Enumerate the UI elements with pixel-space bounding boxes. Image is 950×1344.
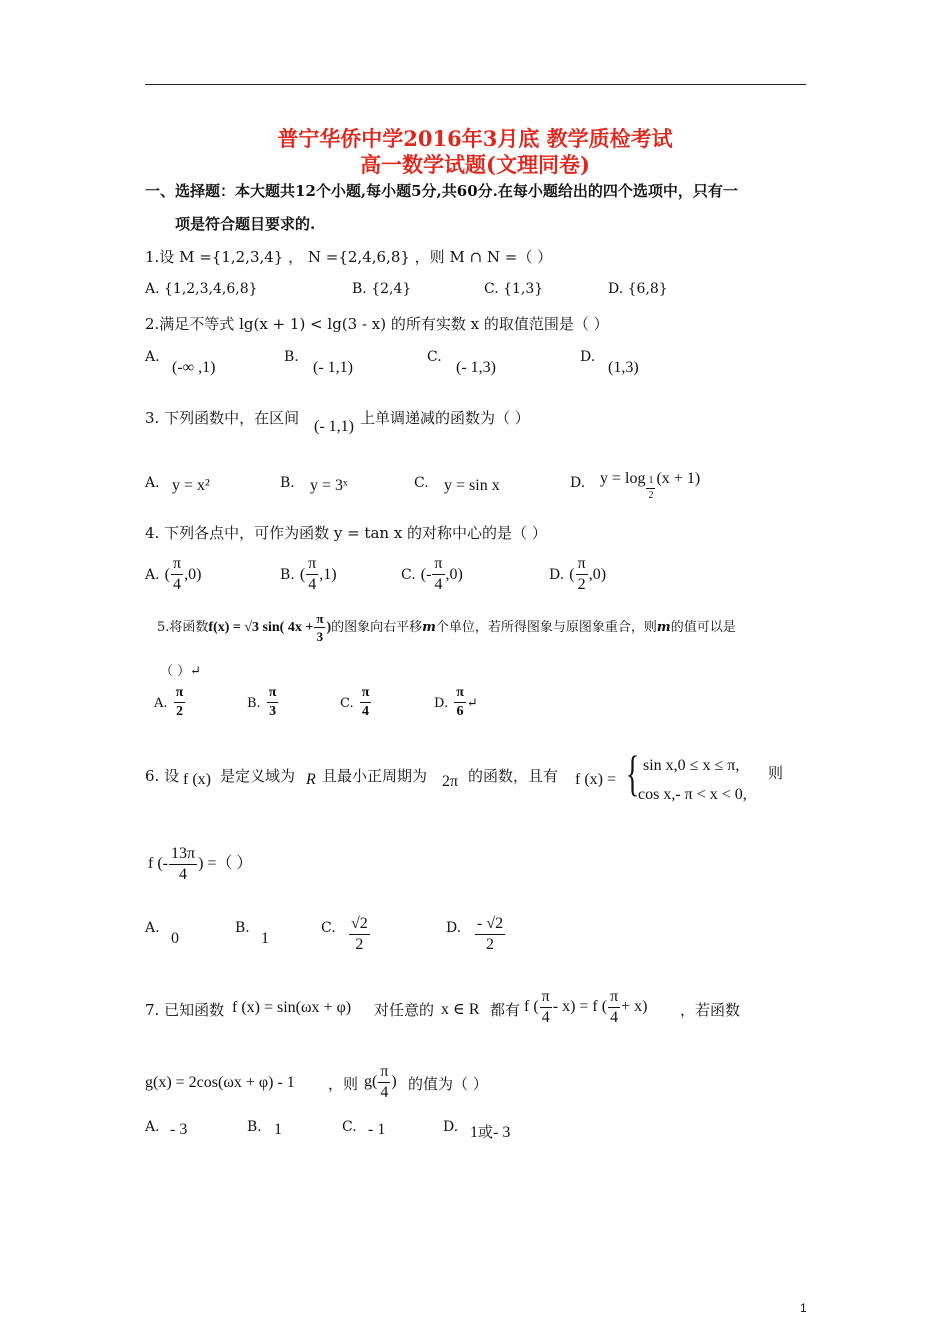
q2-value-a: (-∞ ,1) [172,359,216,376]
q4-stem: 4. 下列各点中，可作为函数 y = tan x 的对称中心的是（ ） [145,524,547,542]
q6-den-d: 2 [486,936,495,953]
section-heading-line1: 一、选择题：本大题共12个小题,每小题5分,共60分.在每小题给出的四个选项中，只有一 [145,182,738,200]
q7-stem-f: 的值为（ ） [408,1075,488,1093]
q5-formula-b: ) [326,620,332,635]
q5-frac-b [267,686,279,719]
q6-case1: sin x,0 ≤ x ≤ π, [643,757,740,774]
q5-option-b [247,686,279,719]
q3-label-c: C. [414,475,429,491]
q4-suffix-a: ,0) [184,566,202,583]
q7-eq-frac1 [540,989,552,1026]
q6-ask-a: f (- [148,855,168,873]
q6-label-a: A. [145,920,160,936]
q7-value-b: 1 [274,1121,282,1138]
q6-ask-num: 13π [169,846,197,865]
q7-fx: f (x) = sin(ωx + φ) [232,999,352,1016]
q5-label-b: B. [247,696,261,711]
q3-label-a: A. [145,475,160,491]
q6-period: 2π [442,773,459,790]
section-heading-line2: 项是符合题目要求的. [175,215,316,233]
q5-formula-num: π [316,611,324,626]
q2-value-d: (1,3) [608,359,639,376]
q5-num-b: π [267,686,279,703]
q7-eq-den2: 4 [610,1009,619,1026]
q5-formula-frac [314,612,325,643]
q5-line2: （ ）↵ [160,664,202,679]
q6-label-d: D. [446,920,462,936]
q7-label-c: C. [342,1119,357,1135]
q7-eq [524,989,648,1026]
q4-frac-b [306,556,318,593]
q6-stem-c: 且最小正周期为 [322,767,428,785]
q4-frac-a [171,556,183,593]
q7-g-num: π [378,1064,390,1083]
page-number: 1 [800,1301,807,1315]
q3-stem-a: 3. 下列函数中，在区间 [145,409,300,427]
q4-label-b: B. [280,567,295,583]
q6-label-c: C. [321,920,336,936]
q3-log-base-num: 1 [646,476,655,489]
q5-den-c: 4 [362,704,370,719]
q6-value-c [348,916,371,953]
q5-label-c: C. [340,696,354,711]
q7-eq-num2: π [608,989,620,1008]
q5-stem-d: 的值可以是 [670,620,736,635]
q4-num-b: π [306,556,318,575]
q5-option-c [340,686,372,719]
q4-den-a: 4 [173,576,182,593]
q3-log-base [646,476,655,501]
q6-value-b: 1 [261,930,269,947]
q3-value-b: y = 3ˣ [310,477,348,494]
q4-den-b: 4 [308,576,317,593]
q4-label-a: A. [145,567,160,583]
q4-num-c: π [432,556,444,575]
q5-m-2: m [656,620,671,635]
q4-option-d [549,556,606,593]
q4-den-c: 4 [434,576,443,593]
q5-frac-c [360,686,372,719]
q7-eq-b: - x) = f ( [552,998,608,1016]
q6-ask-frac [169,846,197,883]
q1-option-d: D. {6,8} [608,281,668,297]
q5-label-d: D. [434,696,449,711]
q6-ask-den: 4 [179,866,188,883]
q6-stem-a: 6. 设 [145,767,180,785]
q5-stem-b: 的图象向右平移 [331,620,423,635]
q6-stem-d: 的函数，且有 [468,767,559,785]
q1-option-c: C. {1,3} [484,281,544,297]
q5-m-1: m [422,620,436,635]
q5-option-a [154,686,186,719]
q7-stem-e: ，则 [328,1075,359,1093]
q7-value-d-2: - 3 [493,1124,511,1141]
q5-frac-d [454,686,466,719]
q4-prefix-d: ( [569,566,575,583]
q1-stem: 1.设 M ={1,2,3,4} ， N ={2,4,6,8} ，则 M ∩ N =（ ） [145,248,553,266]
q1-option-a: A. {1,2,3,4,6,8} [145,281,258,297]
q6-case2: cos x,- π < x < 0, [638,786,747,803]
q4-prefix-a: ( [164,566,170,583]
q2-label-a: A. [145,349,160,365]
q4-suffix-d: ,0) [588,566,607,583]
left-brace-icon: { [626,745,640,801]
q4-prefix-b: ( [299,566,306,583]
q5-den-b: 3 [269,704,277,719]
q6-stem-e: 则 [768,764,784,782]
q4-option-c [401,556,463,593]
q1-option-b: B. {2,4} [352,281,412,297]
q3-value-a: y = x² [172,477,210,494]
q4-option-a [145,556,201,593]
q7-eq-c: + x) [621,998,648,1016]
q5-stem [157,612,736,643]
q4-frac-c [432,556,444,593]
q5-formula-a: f(x) = √3 sin( 4x + [208,620,314,635]
q3-log-arg: (x + 1) [656,470,701,488]
exam-title: 普宁华侨中学2016年3月底 教学质检考试 [277,126,673,151]
q7-g-a: g( [364,1073,378,1091]
q6-ask-b: ) =（ ） [198,855,253,873]
q5-den-d: 6 [456,704,464,719]
q6-frac-d [475,916,505,953]
q6-den-c: 2 [355,936,364,953]
q2-label-c: C. [427,349,442,365]
q2-value-c: (- 1,3) [456,359,496,376]
q5-stem-c: 个单位，若所得图象与原图象重合，则 [435,620,657,635]
q2-label-b: B. [284,349,299,365]
q3-stem-b: 上单调递减的函数为（ ） [360,409,530,427]
q4-option-b [280,556,337,593]
q7-gx: g(x) = 2cos(ωx + φ) - 1 [145,1074,295,1091]
q4-prefix-c: (- [420,566,432,583]
q7-g-value [364,1064,397,1101]
q5-frac-a [174,686,186,719]
q3-interval: (- 1,1) [314,418,354,435]
q7-eq-num1: π [540,989,552,1008]
header-rule [145,84,806,85]
q7-stem-a: 7. 已知函数 [145,1001,225,1019]
exam-subtitle: 高一数学试题(文理同卷) [360,152,590,177]
q7-g-b: ) [391,1073,397,1091]
q6-value-d [474,916,506,953]
q3-label-b: B. [280,475,295,491]
q2-label-d: D. [580,349,596,365]
q2-stem: 2.满足不等式 lg(x + 1) < lg(3 - x) 的所有实数 x 的取值范围是（ ） [145,315,609,333]
q6-stem-b: 是定义域为 [220,767,296,785]
q7-g-frac [378,1064,390,1101]
q5-tail-mark: ↵ [466,696,478,711]
q7-value-d-1: 1 [470,1124,478,1141]
q4-label-d: D. [549,567,565,583]
q7-eq-den1: 4 [541,1009,550,1026]
q6-R: R [306,771,316,788]
q3-label-d: D. [570,475,586,491]
q6-num-d: - √2 [475,916,505,935]
q7-value-c: - 1 [368,1121,386,1138]
q5-formula-den: 3 [316,629,324,644]
q5-den-a: 2 [175,704,183,719]
q7-stem-c: 都有 [490,1001,521,1019]
q5-stem-a: 5.将函数 [157,620,209,635]
q4-frac-d [576,556,588,593]
q6-fx-def: f (x) = [575,771,617,788]
q4-suffix-b: ,1) [319,566,337,583]
q7-g-den: 4 [380,1084,389,1101]
q5-num-a: π [174,686,186,703]
q7-stem-d: ，若函数 [680,1001,741,1019]
q5-option-d [434,686,478,719]
q6-fx: f (x) [183,771,211,788]
q4-suffix-c: ,0) [445,566,463,583]
q3-log-base-den: 2 [648,490,654,501]
q7-cond: x ∈ R [441,1001,480,1018]
q7-value-d [470,1121,510,1142]
q6-ask [148,846,252,883]
q6-num-c: √2 [349,916,370,935]
q4-label-c: C. [401,567,416,583]
q6-value-a: 0 [171,930,179,947]
q7-label-d: D. [443,1119,459,1135]
q7-eq-a: f ( [524,998,539,1016]
q3-value-d [600,467,701,501]
q2-value-b: (- 1,1) [313,359,353,376]
q7-eq-frac2 [608,989,620,1026]
q5-label-a: A. [154,696,168,711]
q7-label-a: A. [145,1119,160,1135]
q6-label-b: B. [235,920,250,936]
q3-value-c: y = sin x [444,477,500,494]
q7-label-b: B. [247,1119,262,1135]
q6-frac-c [349,916,370,953]
q5-num-c: π [360,686,372,703]
q7-value-a: - 3 [170,1121,188,1138]
q3-log-text: y = log [600,470,646,488]
q4-num-d: π [576,556,588,575]
q4-num-a: π [171,556,183,575]
q7-stem-b: 对任意的 [374,1001,435,1019]
q7-value-d-or: 或 [478,1125,494,1141]
q5-num-d: π [454,686,466,703]
q4-den-d: 2 [577,576,586,593]
